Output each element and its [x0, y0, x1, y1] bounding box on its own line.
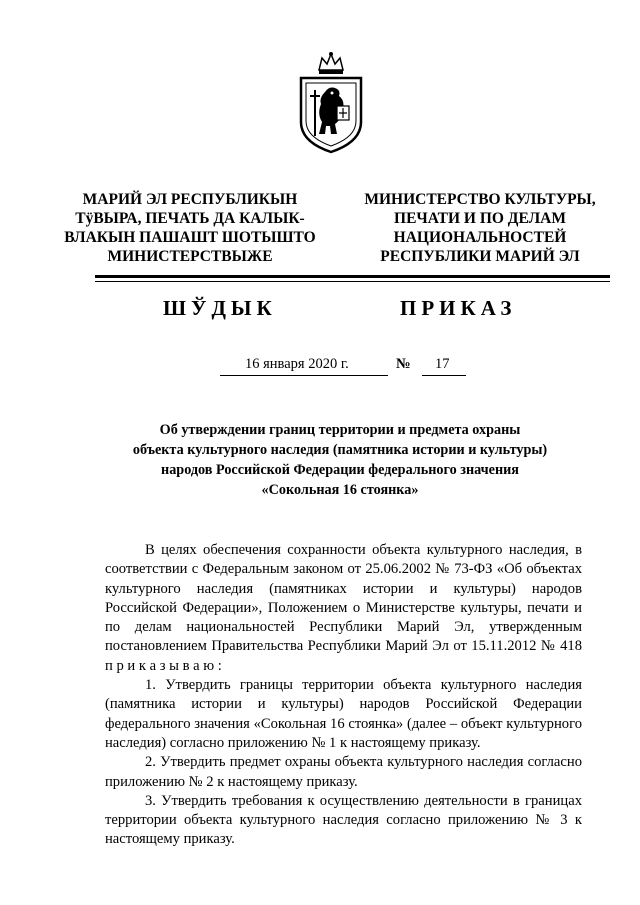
document-title: [100, 420, 580, 500]
org-line: РЕСПУБЛИКИ МАРИЙ ЭЛ: [380, 248, 580, 265]
document-body: [105, 541, 582, 850]
org-line: МИНИСТЕРСТВЫЖЕ: [107, 248, 273, 265]
org-line: ПЕЧАТИ И ПО ДЕЛАМ: [394, 210, 566, 227]
org-line: ТÿВЫРА, ПЕЧАТЬ ДА КАЛЫК-: [75, 210, 305, 227]
order-word-russian: ПРИКАЗ: [400, 296, 517, 320]
org-line: МИНИСТЕРСТВО КУЛЬТУРЫ,: [364, 191, 596, 208]
org-line: НАЦИОНАЛЬНОСТЕЙ: [393, 229, 567, 246]
title-line: Об утверждении границ территории и предмета охраны: [159, 422, 521, 438]
order-date: 16 января 2020 г.: [245, 356, 349, 372]
number-underline: [422, 375, 466, 376]
title-line: народов Российской Федерации федерального значения: [161, 462, 519, 478]
title-line: «Сокольная 16 стоянка»: [261, 482, 419, 498]
paragraph-item-1: 1. Утвердить границы территории объекта культурного наследия (памятника истории и культуры) народов Российской Федерации федерального значения «Сокольная 16 стоянка» (далее – объект культурного наследия) согласно приложению № 1 к настоящему приказу.: [105, 677, 582, 751]
org-line: МАРИЙ ЭЛ РЕСПУБЛИКЫН: [82, 191, 298, 208]
org-line: ВЛАКЫН ПАШАШТ ШОТЫШТО: [64, 229, 316, 246]
org-name-russian: [345, 190, 615, 266]
paragraph-item-3: 3. Утвердить требования к осуществлению деятельности в границах территории объекта культурного наследия согласно приложению № 3 к настоящему приказу.: [105, 792, 582, 848]
order-word-mari: ШЎДЫК: [163, 296, 277, 320]
org-name-mari: [55, 190, 325, 266]
header-divider-thin: [95, 281, 610, 282]
order-number-label: №: [396, 356, 411, 372]
date-underline: [220, 375, 388, 376]
header-divider-thick: [95, 275, 610, 278]
paragraph-item-2: 2. Утвердить предмет охраны объекта культурного наследия согласно приложению № 2 к настоящему приказу.: [105, 754, 582, 790]
coat-of-arms-icon: [295, 50, 367, 154]
title-line: объекта культурного наследия (памятника истории и культуры): [132, 442, 548, 458]
paragraph-preamble: В целях обеспечения сохранности объекта культурного наследия, в соответствии с Федеральным законом от 25.06.2002 № 73-ФЗ «Об объектах культурного наследия (памятниках истории и культуры) народов Российской Федерации», Положением о Министерстве культуры, печати и по делам национальностей Республики Марий Эл, утвержденным постановлением Правительства Республики Марий Эл от 15.11.2012 № 418 п р и к а з ы в а ю :: [105, 542, 582, 674]
order-number: 17: [435, 356, 450, 372]
